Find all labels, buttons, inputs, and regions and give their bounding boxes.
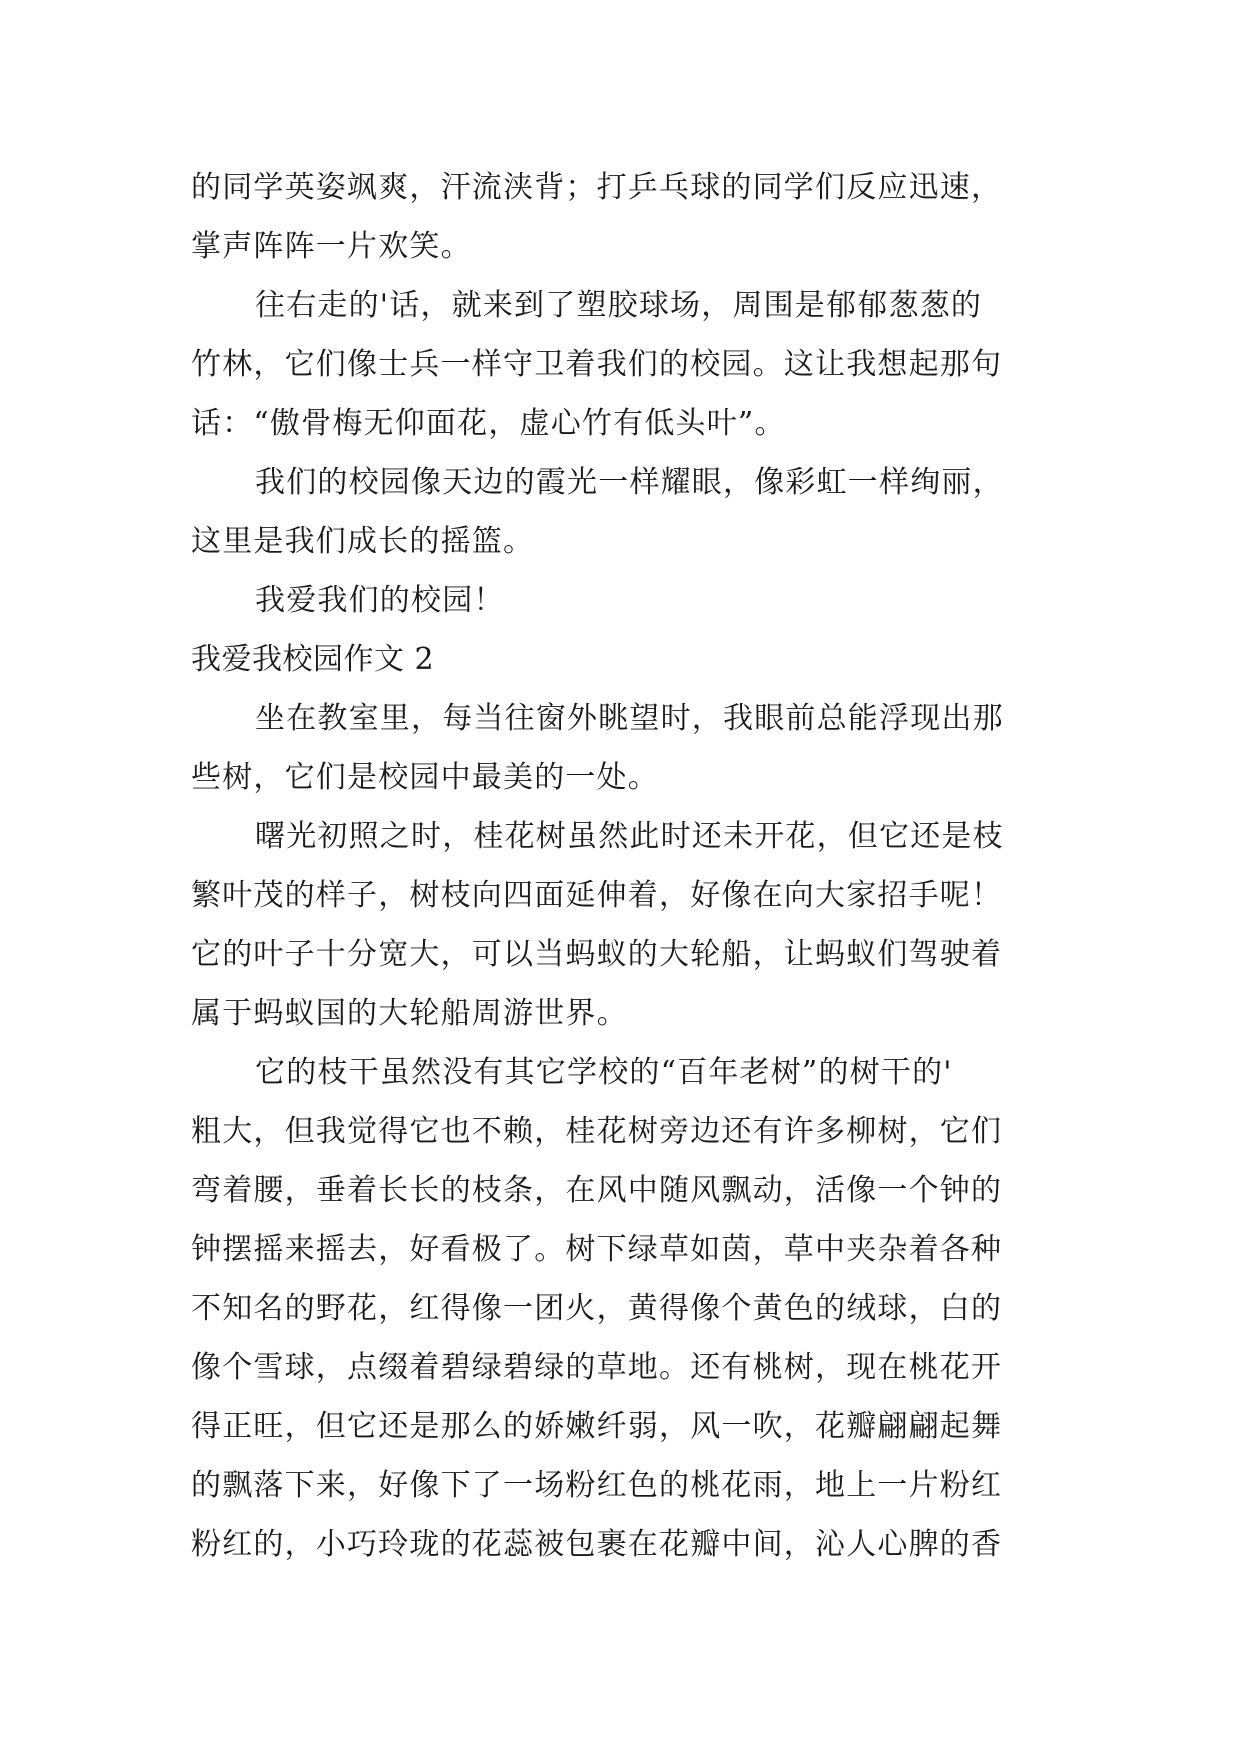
text-line: 掌声阵阵一片欢笑。	[191, 229, 472, 264]
text-line: 话：“傲骨梅无仰面花，虚心竹有低头叶”。	[191, 406, 786, 441]
text-line: 不知名的野花，红得像一团火，黄得像个黄色的绒球，白的	[191, 1291, 1003, 1326]
text-line: 钟摆摇来摇去，好看极了。树下绿草如茵，草中夹杂着各种	[191, 1232, 1003, 1267]
text-line: 曙光初照之时，桂花树虽然此时还未开花，但它还是枝	[255, 819, 1004, 854]
text-line: 弯着腰，垂着长长的枝条，在风中随风飘动，活像一个钟的	[191, 1173, 1003, 1208]
text-line: 往右走的'话，就来到了塑胶球场，周围是郁郁葱葱的	[255, 288, 983, 323]
text-line: 的飘落下来，好像下了一场粉红色的桃花雨，地上一片粉红	[191, 1468, 1003, 1503]
text-line: 我们的校园像天边的霞光一样耀眼，像彩虹一样绚丽，	[255, 465, 1004, 500]
text-line: 属于蚂蚁国的大轮船周游世界。	[191, 996, 628, 1031]
text-line: 我爱我们的校园！	[255, 583, 505, 618]
text-line: 坐在教室里，每当往窗外眺望时，我眼前总能浮现出那	[255, 701, 1004, 736]
text-line: 粗大，但我觉得它也不赖，桂花树旁边还有许多柳树，它们	[191, 1114, 1003, 1149]
essay-heading: 我爱我校园作文 2	[191, 642, 435, 677]
text-line: 得正旺，但它还是那么的娇嫩纤弱，风一吹，花瓣翩翩起舞	[191, 1409, 1003, 1444]
text-line: 粉红的，小巧玲珑的花蕊被包裹在花瓣中间，沁人心脾的香	[191, 1527, 1003, 1562]
text-line: 它的叶子十分宽大，可以当蚂蚁的大轮船，让蚂蚁们驾驶着	[191, 937, 1003, 972]
text-line: 这里是我们成长的摇篮。	[191, 524, 535, 559]
text-line: 的同学英姿飒爽，汗流浃背；打乒乓球的同学们反应迅速，	[191, 170, 1003, 205]
text-line: 些树，它们是校园中最美的一处。	[191, 760, 659, 795]
text-line: 像个雪球，点缀着碧绿碧绿的草地。还有桃树，现在桃花开	[191, 1350, 1003, 1385]
text-line: 竹林，它们像士兵一样守卫着我们的校园。这让我想起那句	[191, 347, 1003, 382]
text-line: 它的枝干虽然没有其它学校的“百年老树”的树干的'	[255, 1055, 953, 1090]
text-line: 繁叶茂的样子，树枝向四面延伸着，好像在向大家招手呢！	[191, 878, 1003, 913]
essay-body	[191, 158, 1061, 1574]
